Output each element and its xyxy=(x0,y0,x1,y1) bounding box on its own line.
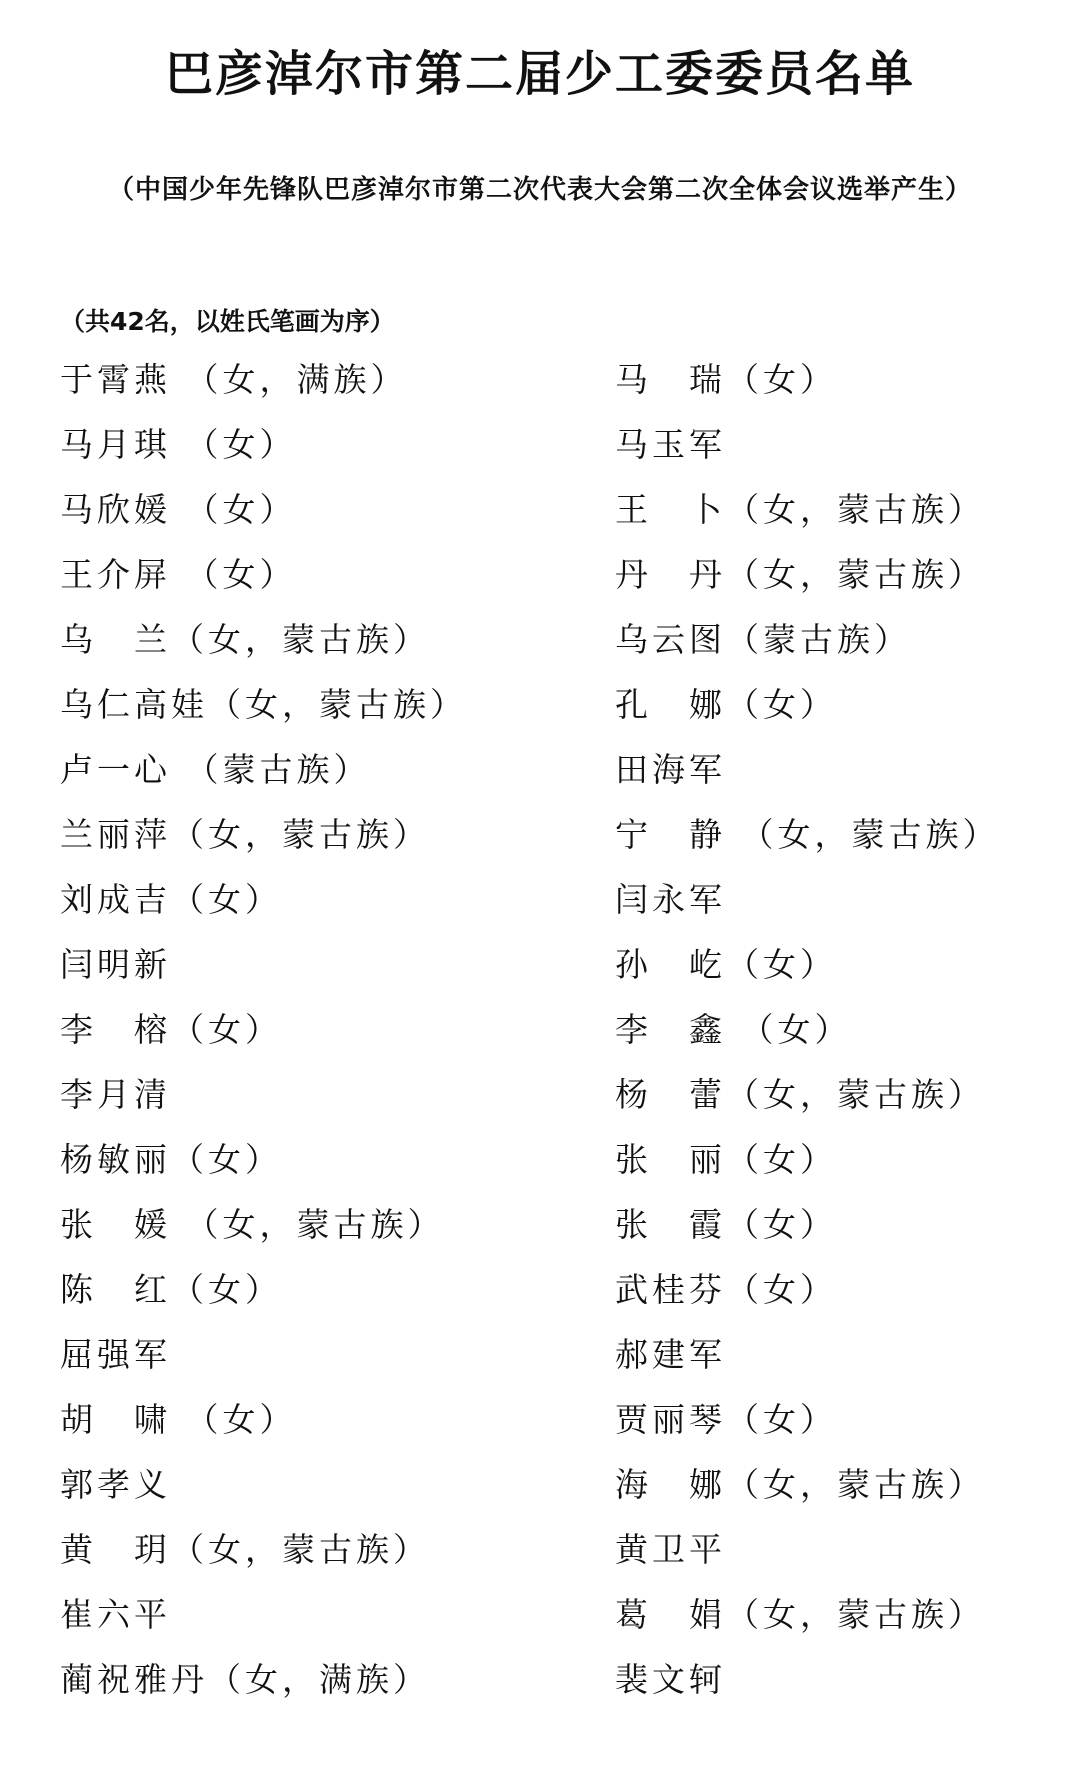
member-name: 张 媛 （女，蒙古族） xyxy=(60,1205,445,1244)
member-name: 马欣媛 （女） xyxy=(60,490,297,529)
member-row xyxy=(0,615,1080,680)
member-row xyxy=(0,355,1080,420)
member-name: 郝建军 xyxy=(615,1335,726,1374)
member-name: 郭孝义 xyxy=(60,1465,171,1504)
member-row xyxy=(0,1590,1080,1655)
member-name: 乌云图（蒙古族） xyxy=(615,620,911,659)
member-row xyxy=(0,1200,1080,1265)
member-name: 孙 屹（女） xyxy=(615,945,837,984)
member-name: 田海军 xyxy=(615,750,726,789)
member-name: 葛 娟（女，蒙古族） xyxy=(615,1595,985,1634)
member-name: 胡 啸 （女） xyxy=(60,1400,297,1439)
member-name: 崔六平 xyxy=(60,1595,171,1634)
member-name: 马玉军 xyxy=(615,425,726,464)
member-name: 刘成吉（女） xyxy=(60,880,282,919)
member-name: 兰丽萍（女，蒙古族） xyxy=(60,815,430,854)
member-row xyxy=(0,550,1080,615)
member-row xyxy=(0,1330,1080,1395)
member-name: 李 榕（女） xyxy=(60,1010,282,1049)
member-row xyxy=(0,1070,1080,1135)
page-title: 巴彦淖尔市第二届少工委委员名单 xyxy=(164,46,915,102)
member-list xyxy=(0,355,1080,1720)
member-name: 贾丽琴（女） xyxy=(615,1400,837,1439)
member-name: 马 瑞（女） xyxy=(615,360,837,399)
member-row xyxy=(0,810,1080,875)
member-row xyxy=(0,1525,1080,1590)
member-name: 黄卫平 xyxy=(615,1530,726,1569)
member-name: 于霄燕 （女，满族） xyxy=(60,360,408,399)
member-row xyxy=(0,1005,1080,1070)
member-name: 陈 红（女） xyxy=(60,1270,282,1309)
member-row xyxy=(0,940,1080,1005)
member-name: 张 霞（女） xyxy=(615,1205,837,1244)
member-name: 武桂芬（女） xyxy=(615,1270,837,1309)
member-row xyxy=(0,1395,1080,1460)
member-name: 闫永军 xyxy=(615,880,726,919)
member-name: 丹 丹（女，蒙古族） xyxy=(615,555,985,594)
member-name: 杨 蕾（女，蒙古族） xyxy=(615,1075,985,1114)
member-row xyxy=(0,875,1080,940)
member-name: 裴文轲 xyxy=(615,1660,726,1699)
member-name: 闫明新 xyxy=(60,945,171,984)
member-name: 李月清 xyxy=(60,1075,171,1114)
member-row xyxy=(0,1135,1080,1200)
member-name: 张 丽（女） xyxy=(615,1140,837,1179)
member-name: 乌仁高娃（女，蒙古族） xyxy=(60,685,467,724)
member-count-note: （共42名，以姓氏笔画为序） xyxy=(60,307,395,336)
member-name: 海 娜（女，蒙古族） xyxy=(615,1465,985,1504)
member-name: 李 鑫 （女） xyxy=(615,1010,852,1049)
member-row xyxy=(0,1460,1080,1525)
member-row xyxy=(0,485,1080,550)
election-note: （中国少年先锋队巴彦淖尔市第二次代表大会第二次全体会议选举产生） xyxy=(107,175,972,205)
member-name: 王 卜（女，蒙古族） xyxy=(615,490,985,529)
member-name: 蔺祝雅丹（女，满族） xyxy=(60,1660,430,1699)
member-row xyxy=(0,745,1080,810)
member-name: 黄 玥（女，蒙古族） xyxy=(60,1530,430,1569)
member-name: 卢一心 （蒙古族） xyxy=(60,750,371,789)
member-name: 杨敏丽（女） xyxy=(60,1140,282,1179)
member-name: 马月琪 （女） xyxy=(60,425,297,464)
member-name: 屈强军 xyxy=(60,1335,171,1374)
member-row xyxy=(0,1265,1080,1330)
member-name: 王介屏 （女） xyxy=(60,555,297,594)
member-name: 宁 静 （女，蒙古族） xyxy=(615,815,1000,854)
member-name: 孔 娜（女） xyxy=(615,685,837,724)
member-name: 乌 兰（女，蒙古族） xyxy=(60,620,430,659)
member-row xyxy=(0,420,1080,485)
member-row xyxy=(0,1655,1080,1720)
member-row xyxy=(0,680,1080,745)
